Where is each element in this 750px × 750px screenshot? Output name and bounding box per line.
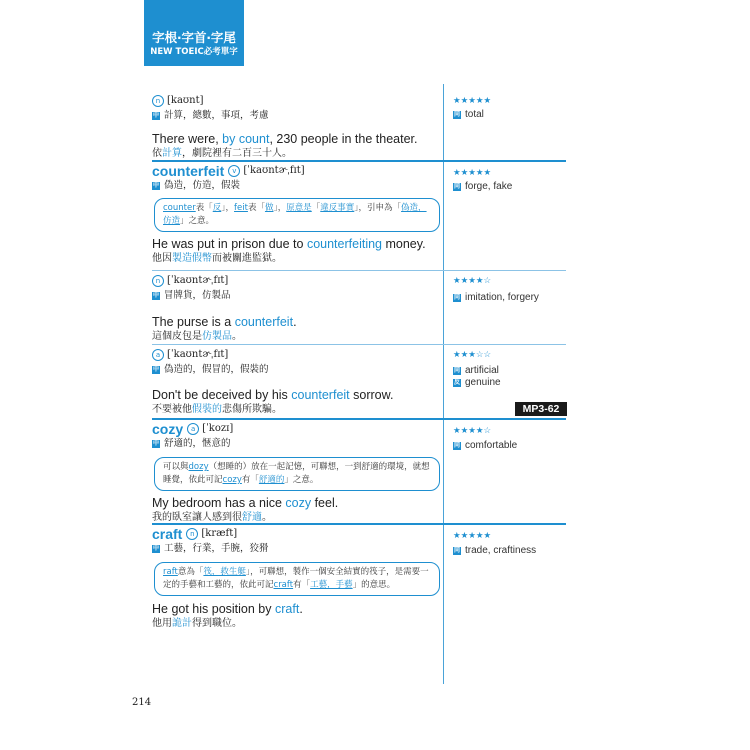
page-number: 214 [132,697,152,708]
entry-side-info [453,95,563,121]
example-english: Don't be deceived by his counterfeit sorrow. [152,388,394,402]
definition-icon: 中 [152,292,159,299]
mp3-track-label: MP3-62 [515,402,567,416]
example-english: The purse is a counterfeit. [152,315,297,329]
star-rating: ★★★★★ [453,531,492,541]
pos-icon: n [186,528,198,540]
synonym: 同 total [453,109,484,120]
entry-side-info [453,425,563,452]
example-english: There were, by count, 230 people in the theater. [152,132,418,146]
entry-separator [152,160,566,162]
synonym: 同 trade, craftiness [453,545,537,556]
pronunciation: [ˈkaʊntɚˌfɪt] [167,349,229,360]
entry-separator [152,270,566,271]
synonym-icon: 同 [453,368,460,374]
star-rating: ★★★★☆ [453,276,492,286]
synonym: 同 artificial [453,365,499,376]
definition-icon: 中 [152,112,159,119]
chapter-title: 字根‧字首‧字尾 [152,30,236,45]
entry-separator [152,418,566,420]
definition: 偽造，仿造，假裝 [164,180,241,191]
example-chinese: 我的臥室讓人感到很舒適。 [152,512,272,523]
example-english: My bedroom has a nice cozy feel. [152,496,339,510]
definition: 計算，總數，事項，考慮 [164,110,269,121]
synonym: 同 imitation, forgery [453,292,539,303]
antonym-icon: 反 [453,380,460,386]
headword: counterfeit [152,163,225,179]
definition-icon: 中 [152,440,159,447]
pronunciation: [kræft] [201,528,238,539]
star-rating: ★★★★☆ [453,426,492,436]
mnemonic-note: 可以與dozy（想睡的）放在一起記憶，可聯想，一到舒適的環境，就想睡覺，依此可記cozy有「舒適的」之意。 [154,457,440,491]
pos-icon: n [152,275,164,287]
example-chinese: 這個皮包是仿製品。 [152,331,242,342]
mnemonic-note: raft意為「筏，救生艇」，可聯想，製作一個安全結實的筏子，是需要一定的手藝和工藝的，依此可記craft有「工藝，手藝」的意思。 [154,562,440,596]
definition: 冒牌貨，仿製品 [164,290,231,301]
star-rating: ★★★★★ [453,168,492,178]
entry-side-info [453,275,563,304]
pronunciation: [ˈkozɪ] [202,423,234,434]
chapter-header-tab [144,0,244,66]
star-rating: ★★★☆☆ [453,350,492,360]
example-english: He was put in prison due to counterfeiting money. [152,237,426,251]
definition-icon: 中 [152,366,159,373]
pos-icon: a [152,349,164,361]
synonym-icon: 同 [453,548,460,554]
example-chinese: 他用詭計得到職位。 [152,618,242,629]
example-chinese: 他因製造假幣而被關進監獄。 [152,253,282,264]
mnemonic-note: counter表「反」，feit表「做」，原意是「違反事實」，引申為「偽造，仿造」之意。 [154,198,440,232]
chapter-subtitle: NEW TOEIC必考單字 [150,47,238,57]
star-rating: ★★★★★ [453,96,492,106]
entry-side-info [453,167,563,193]
definition: 工藝，行業，手腕，狡猾 [164,543,269,554]
pronunciation: [ˈkaʊntɚˌfɪt] [243,165,305,176]
antonym: 反 genuine [453,377,501,388]
entry-separator [152,523,566,525]
example-english: He got his position by craft. [152,602,303,616]
entry-side-info [453,530,563,557]
synonym-icon: 同 [453,443,460,449]
pronunciation: [ˈkaʊntɚˌfɪt] [167,275,229,286]
pos-icon: v [228,165,240,177]
example-chinese: 不要被他假裝的悲傷所欺騙。 [152,404,282,415]
synonym-icon: 同 [453,184,460,190]
entry-separator [152,344,566,345]
entry-side-info [453,349,563,389]
pronunciation: [kaʊnt] [167,95,204,106]
synonym-icon: 同 [453,295,460,301]
definition-icon: 中 [152,545,159,552]
headword: cozy [152,421,184,437]
definition: 舒適的，愜意的 [164,438,231,449]
pos-icon: n [152,95,164,107]
synonym: 同 forge, fake [453,181,513,192]
definition-icon: 中 [152,182,159,189]
synonym: 同 comfortable [453,440,518,451]
headword: craft [152,526,183,542]
synonym-icon: 同 [453,112,460,118]
pos-icon: a [187,423,199,435]
example-chinese: 依計算，劇院裡有二百三十人。 [152,148,292,159]
definition: 偽造的，假冒的，假裝的 [164,364,269,375]
